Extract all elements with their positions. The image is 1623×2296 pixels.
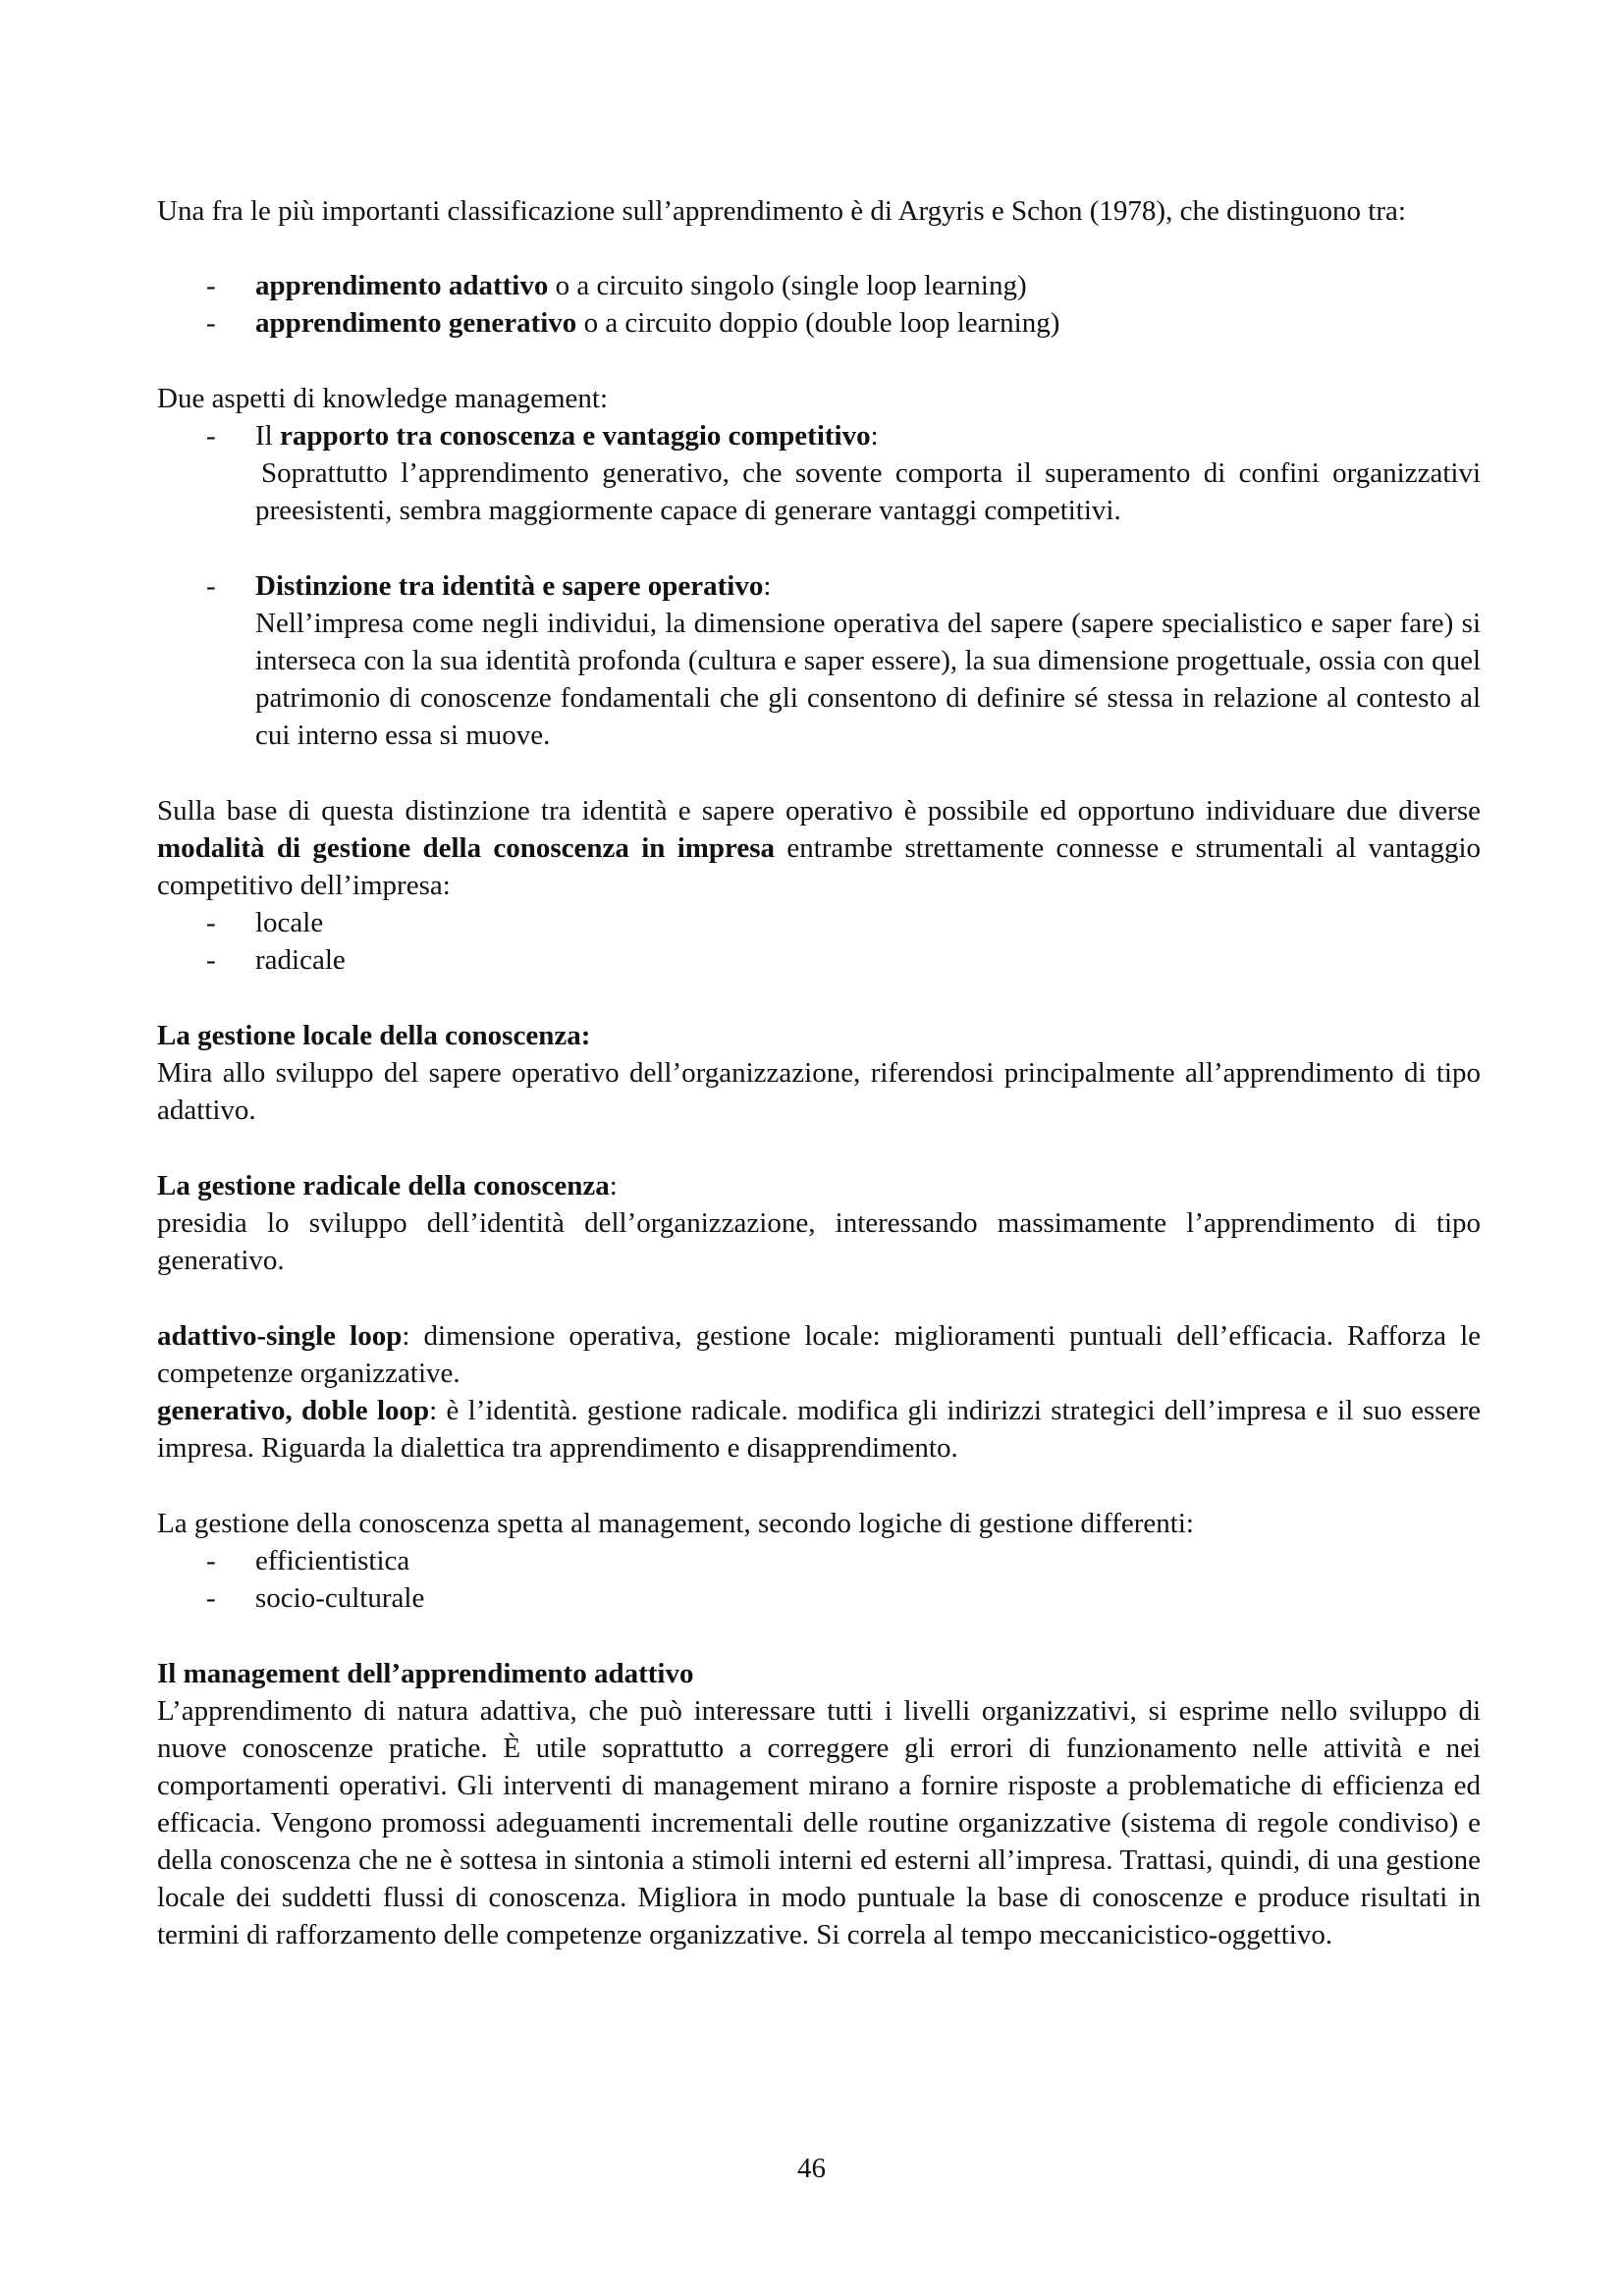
management-body: L’apprendimento di natura adattiva, che può interessare tutti i livelli organizzativi, si esprime nello sviluppo di nuove conoscenze pratiche. È utile soprattutto a correggere gli errori di funzionamento nelle attività e nei comportamenti operativi. Gli interventi di management mirano a fornire risposte a problematiche di efficienza ed efficacia. Vengono promossi adeguamenti incrementali delle routine organizzative (sistema di regole condiviso) e della conoscenza che ne è sottesa in sintonia a stimoli interni ed esterni all’impresa. Trattasi, quindi, di una gestione locale dei suddetti flussi di conoscenza. Migliora in modo puntuale la base di conoscenze e produce risultati in termini di rafforzamento delle competenze organizzative. Si correla al tempo meccanicistico-oggettivo. [157, 1695, 1481, 1950]
term-rapporto: rapporto tra conoscenza e vantaggio competitivo [279, 420, 871, 452]
km-point1-body: Soprattutto l’apprendimento generativo, che sovente comporta il superamento di confini organizzativi preesistenti, sembra maggiormente capace di generare vantaggi competitivi. [255, 457, 1481, 526]
section-heading-management: Il management dell’apprendimento adattivo [157, 1658, 694, 1689]
km-heading: Due aspetti di knowledge management: [157, 383, 609, 414]
term-adattivo: apprendimento adattivo [255, 270, 549, 301]
section-heading-locale: La gestione locale della conoscenza: [157, 1020, 591, 1051]
section-heading-radicale: La gestione radicale della conoscenza: [157, 1170, 618, 1201]
summary-generativo: generativo, doble loop: è l’identità. gestione radicale. modifica gli indirizzi strategici dell’impresa e il suo essere impresa. Riguarda la dialettica tra apprendimento e disapprendimento. [157, 1395, 1481, 1464]
term-modalita: modalità di gestione della conoscenza in impresa [157, 832, 776, 864]
summary-adattivo: adattivo-single loop: dimensione operativa, gestione locale: miglioramenti puntuali dell’efficacia. Rafforza le competenze organizzative. [157, 1320, 1481, 1389]
radicale-body: presidia lo sviluppo dell’identità dell’organizzazione, interessando massimamente l’apprendimento di tipo generativo. [157, 1207, 1481, 1276]
document-page: Una fra le più importanti classificazione sull’apprendimento è di Argyris e Schon (1978), che distinguono tra: - apprendimento adattivo o a circuito singolo (single loop learning) - apprendimento generativo o a circuito doppio (double loop learning) Due aspetti di knowledge management: - Il rapporto tra conoscenza e vantaggio competitivo: Soprattutto l’apprendimento generativo, che sovente comporta il superamento di confini organizzativi preesistenti, sembra maggiormente capace di generare vantaggi competitivi. - Distinzione tra identità e sapere operativo: Nell’impresa come negli individui, la dimensione operativa del sapere (sapere specialistico e saper fare) si interseca con la sua identità profonda (cultura e saper essere), la sua dimensione progettuale, ossia con quel patrimonio di conoscenze fondamentali che gli consentono di definire sé stessa in relazione al contesto al cui interno essa si muove. Sulla base di questa distinzione tra identità e sapere operativo è possibile ed opportuno individuare due diverse modalità di gestione della conoscenza in impresa entrambe strettamente connesse e strumentali al vantaggio competitivo dell’impresa: - locale - radicale La gestione locale della conoscenza: Mira allo sviluppo del sapere operativo dell’organizzazione, riferendosi principalmente all’apprendimento di tipo adattivo. La gestione radicale della conoscenza: presidia lo sviluppo dell’identità dell’organizzazione, interessando massimamente l’apprendimento di tipo generativo. adattivo-single loop: dimensione operativa, gestione locale: miglioramenti puntuali dell’efficacia. Rafforza le competenze organizzative. generativo, doble loop: è l’identità. gestione radicale. modifica gli indirizzi strategici dell’impresa e il suo essere impresa. Riguarda la dialettica tra apprendimento e disapprendimento. La gestione della conoscenza spetta al management, secondo logiche di gestione differenti: - efficientistica - socio-culturale Il management dell’apprendimento adattivo L’apprendimento di natura adattiva, che può interessare tutti i livelli organizzativi, si esprime nello sviluppo di nuove conoscenze pratiche. È utile soprattutto a correggere gli errori di funzionamento nelle attività e nei comportamenti operativi. Gli interventi di management mirano a fornire risposte a problematiche di efficienza ed efficacia. Vengono promossi adeguamenti incrementali delle routine organizzative (sistema di regole condiviso) e della conoscenza che ne è sottesa in sintonia a stimoli interni ed esterni all’impresa. Trattasi, quindi, di una gestione locale dei suddetti flussi di conoscenza. Migliora in modo puntuale la base di conoscenze e produce risultati in termini di rafforzamento delle competenze organizzative. Si correla al tempo meccanicistico-oggettivo. 46 [0, 0, 1623, 2296]
intro-paragraph: Una fra le più importanti classificazione sull’apprendimento è di Argyris e Schon (1978), che distinguono tra: [157, 195, 1406, 227]
locale-body: Mira allo sviluppo del sapere operativo dell’organizzazione, riferendosi principalmente all’apprendimento di tipo adattivo. [157, 1057, 1481, 1126]
term-distinzione: Distinzione tra identità e sapere operativo [255, 570, 764, 602]
term-generativo: apprendimento generativo [255, 307, 577, 339]
gestione-paragraph: La gestione della conoscenza spetta al management, secondo logiche di gestione differenti: [157, 1508, 1194, 1539]
km-point2-body: Nell’impresa come negli individui, la dimensione operativa del sapere (sapere specialistico e saper fare) si interseca con la sua identità profonda (cultura e saper essere), la sua dimensione progettuale, ossia con quel patrimonio di conoscenze fondamentali che gli consentono di definire sé stessa in relazione al contesto al cui interno essa si muove. [255, 608, 1481, 751]
modalita-paragraph: Sulla base di questa distinzione tra identità e sapere operativo è possibile ed opportuno individuare due diverse modalità di gestione della conoscenza in impresa entrambe strettamente connesse e strumentali al vantaggio competitivo dell’impresa: [157, 795, 1481, 901]
page-number: 46 [797, 2153, 826, 2184]
